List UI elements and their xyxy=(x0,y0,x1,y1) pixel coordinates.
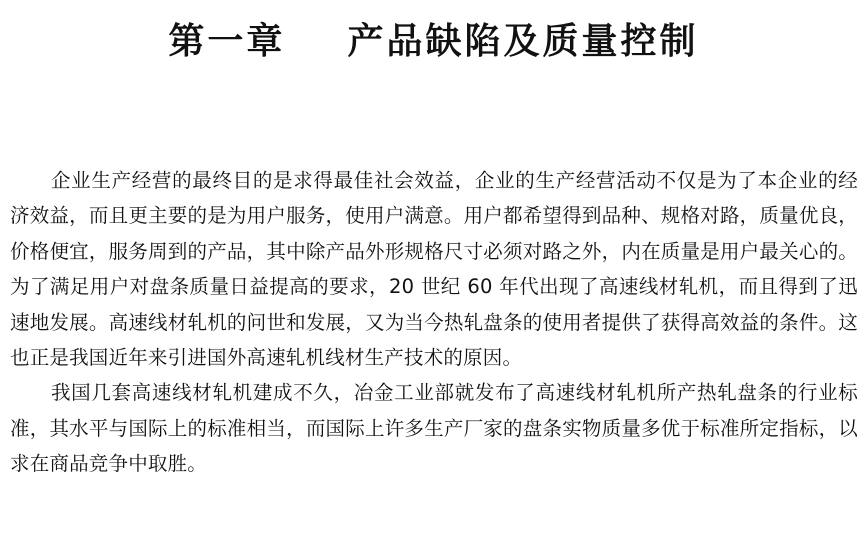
paragraph-1: 企业生产经营的最终目的是求得最佳社会效益，企业的生产经营活动不仅是为了本企业的经济效益，而且更主要的是为用户服务，使用户满意。用户都希望得到品种、规格对路，质量优良，价格便宜，服务周到的产品，其中除产品外形规格尺寸必须对路之外，内在质量是用户最关心的。为了满足用户对盘条质量日益提高的要求，20 世纪 60 年代出现了高速线材轧机，而且得到了迅速地发展。高速线材轧机的问世和发展，又为当今热轧盘条的使用者提供了获得高效益的条件。这也正是我国近年来引进国外高速轧机线材生产技术的原因。 xyxy=(10,169,858,370)
body-text xyxy=(10,163,858,482)
paragraph-2: 我国几套高速线材轧机建成不久，冶金工业部就发布了高速线材轧机所产热轧盘条的行业标准，其水平与国际上的标准相当，而国际上许多生产厂家的盘条实物质量多优于标准所定指标，以求在商品竞争中取胜。 xyxy=(10,381,858,476)
chapter-title: 第一章 产品缺陷及质量控制 xyxy=(168,21,699,62)
